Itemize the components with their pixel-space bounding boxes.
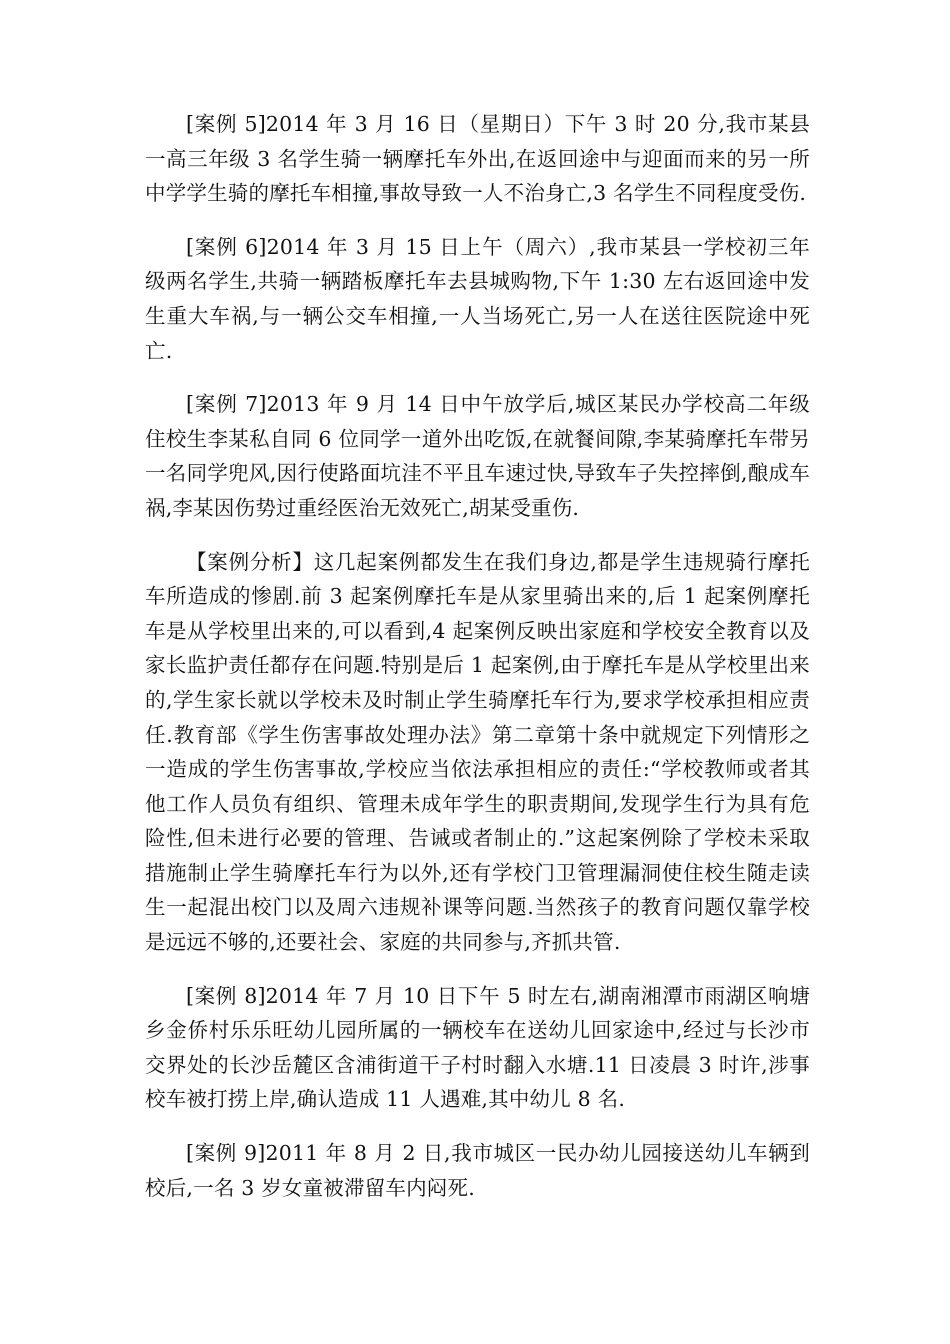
- case-6-paragraph: [案例 6]2014 年 3 月 15 日上午（周六）,我市某县一学校初三年级两名学生,共骑一辆踏板摩托车去县城购物,下午 1:30 左右返回途中发生重大车祸,与一辆公交车相撞,一人当场死亡,另一人在送往医院途中死亡.: [145, 234, 810, 363]
- case-7-paragraph: [案例 7]2013 年 9 月 14 日中午放学后,城区某民办学校高二年级住校生李某私自同 6 位同学一道外出吃饭,在就餐间隙,李某骑摩托车带另一名同学兜风,因行使路面坑洼不平且车速过快,导致车子失控摔倒,酿成车祸,李某因伤势过重经医治无效死亡,胡某受重伤.: [145, 392, 810, 520]
- case-8-paragraph: [案例 8]2014 年 7 月 10 日下午 5 时左右,湖南湘潭市雨湖区响塘乡金侨村乐乐旺幼儿园所属的一辆校车在送幼儿回家途中,经过与长沙市交界处的长沙岳麓区含浦街道干子村时翻入水塘.11 日凌晨 3 时许,涉事校车被打捞上岸,确认造成 11 人遇难,其中幼儿 8 名.: [145, 983, 810, 1112]
- case-9-paragraph: [案例 9]2011 年 8 月 2 日,我市城区一民办幼儿园接送幼儿车辆到校后,一名 3 岁女童被滞留车内闷死.: [145, 1141, 810, 1200]
- case-5-paragraph: [案例 5]2014 年 3 月 16 日（星期日）下午 3 时 20 分,我市某县一高三年级 3 名学生骑一辆摩托车外出,在返回途中与迎面而来的另一所中学学生骑的摩托车相撞,事故导致一人不治身亡,3 名学生不同程度受伤.: [145, 112, 810, 206]
- document-body: [145, 107, 810, 1224]
- case-analysis-paragraph: 【案例分析】这几起案例都发生在我们身边,都是学生违规骑行摩托车所造成的惨剧.前 3 起案例摩托车是从家里骑出来的,后 1 起案例摩托车是从学校里出来的,可以看到,4 起案例反映出家庭和学校安全教育以及家长监护责任都存在问题.特别是后 1 起案例,由于摩托车是从学校里出来的,学生家长就以学校未及时制止学生骑摩托车行为,要求学校承担相应责任.教育部《学生伤害事故处理办法》第二章第十条中就规定下列情形之一造成的学生伤害事故,学校应当依法承担相应的责任:“学校教师或者其他工作人员负有组织、管理未成年学生的职责期间,发现学生行为具有危险性,但未进行必要的管理、告诫或者制止的.”这起案例除了学校未采取措施制止学生骑摩托车行为以外,还有学校门卫管理漏洞使住校生随走读生一起混出校门以及周六违规补课等问题.当然孩子的教育问题仅靠学校是远远不够的,还要社会、家庭的共同参与,齐抓共管.: [145, 549, 810, 955]
